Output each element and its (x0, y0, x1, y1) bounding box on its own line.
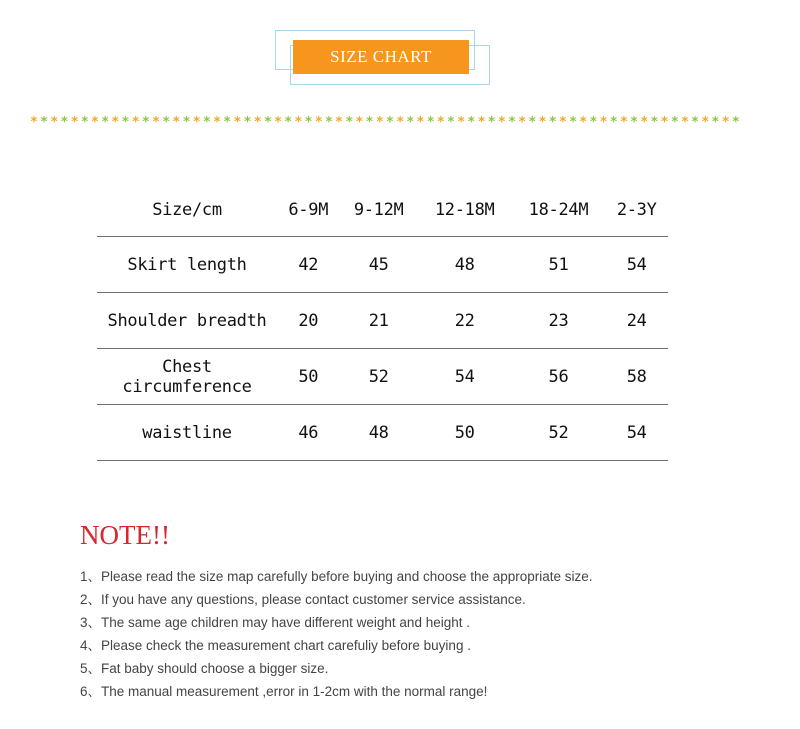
table-cell: 54 (418, 349, 512, 405)
header-title: SIZE CHART (293, 40, 469, 74)
asterisk-glyph: * (508, 114, 516, 130)
asterisk-glyph: * (426, 114, 435, 130)
note-item: 5、Fat baby should choose a bigger size. (80, 661, 329, 676)
asterisk-glyph: * (294, 114, 303, 130)
asterisk-glyph: * (172, 114, 181, 130)
asterisk-glyph: * (141, 114, 150, 130)
asterisk-glyph: * (131, 114, 140, 130)
table-cell: 54 (605, 405, 668, 461)
asterisk-glyph: * (345, 114, 354, 130)
asterisk-glyph: * (314, 114, 323, 130)
table-cell: 22 (418, 293, 512, 349)
asterisk-glyph: * (477, 114, 486, 130)
table-cell: 48 (418, 237, 512, 293)
asterisk-glyph: * (721, 114, 730, 130)
table-header-row (97, 184, 668, 237)
asterisk-glyph: * (569, 114, 577, 130)
table-cell: 46 (277, 405, 340, 461)
column-header-size: Size/cm (97, 184, 277, 237)
asterisk-glyph: * (670, 114, 679, 130)
table-cell: 51 (512, 237, 606, 293)
table-cell: 52 (512, 405, 606, 461)
asterisk-glyph: * (233, 114, 242, 130)
row-label: Shoulder breadth (97, 293, 277, 349)
asterisk-glyph: * (202, 114, 211, 130)
asterisk-glyph: * (324, 114, 333, 130)
asterisk-glyph: * (182, 114, 191, 130)
asterisk-glyph: * (101, 114, 110, 130)
table-cell: 56 (512, 349, 606, 405)
asterisk-glyph: * (731, 114, 740, 130)
asterisk-glyph: * (640, 114, 649, 130)
asterisk-glyph: * (538, 114, 547, 130)
asterisk-glyph: * (111, 114, 120, 130)
asterisk-glyph: * (192, 114, 201, 130)
asterisk-glyph: * (91, 114, 99, 130)
table-cell: 58 (605, 349, 668, 405)
asterisk-glyph: * (284, 114, 293, 130)
note-list (80, 568, 593, 706)
asterisk-glyph: * (274, 114, 282, 130)
asterisk-glyph: * (375, 114, 384, 130)
size-chart-header (275, 30, 490, 85)
note-item: 1、Please read the size map carefully before buying and choose the appropriate size. (80, 569, 593, 584)
table-cell: 45 (340, 237, 418, 293)
asterisk-glyph: * (467, 114, 476, 130)
column-header: 6-9M (277, 184, 340, 237)
asterisk-glyph: * (213, 114, 221, 130)
row-label: Skirt length (97, 237, 277, 293)
asterisk-glyph: * (365, 114, 374, 130)
table-cell: 42 (277, 237, 340, 293)
asterisk-glyph: * (497, 114, 506, 130)
column-header: 9-12M (340, 184, 418, 237)
table-cell: 24 (605, 293, 668, 349)
asterisk-glyph: * (80, 114, 89, 130)
asterisk-glyph: * (60, 114, 69, 130)
asterisk-glyph: * (162, 114, 171, 130)
asterisk-glyph: * (457, 114, 466, 130)
asterisk-glyph: * (681, 114, 689, 130)
asterisk-glyph: * (436, 114, 445, 130)
asterisk-divider (30, 112, 740, 132)
asterisk-glyph: * (701, 114, 710, 130)
column-header: 18-24M (512, 184, 606, 237)
table-row (97, 237, 668, 293)
table-cell: 21 (340, 293, 418, 349)
asterisk-glyph: * (335, 114, 343, 130)
note-title: NOTE!! (80, 520, 170, 550)
asterisk-glyph: * (304, 114, 313, 130)
note-item: 4、Please check the measurement chart carefuliy before buying . (80, 638, 471, 653)
asterisk-glyph: * (30, 114, 38, 130)
table-row (97, 293, 668, 349)
asterisk-glyph: * (548, 114, 557, 130)
row-label: Chest circumference (97, 349, 277, 405)
note-item: 3、The same age children may have different weight and height . (80, 615, 470, 630)
table-cell: 50 (418, 405, 512, 461)
asterisk-glyph: * (447, 114, 455, 130)
table-cell: 48 (340, 405, 418, 461)
asterisk-glyph: * (416, 114, 425, 130)
asterisk-glyph: * (253, 114, 262, 130)
table-row (97, 349, 668, 405)
asterisk-glyph: * (630, 114, 638, 130)
asterisk-glyph: * (650, 114, 659, 130)
asterisk-glyph: * (558, 114, 567, 130)
asterisk-glyph: * (355, 114, 364, 130)
table-row (97, 405, 668, 461)
asterisk-glyph: * (487, 114, 496, 130)
asterisk-glyph: * (660, 114, 669, 130)
asterisk-glyph: * (528, 114, 537, 130)
table-cell: 52 (340, 349, 418, 405)
column-header: 12-18M (418, 184, 512, 237)
asterisk-glyph: * (70, 114, 79, 130)
asterisk-glyph: * (609, 114, 618, 130)
table-cell: 54 (605, 237, 668, 293)
table-cell: 23 (512, 293, 606, 349)
asterisk-glyph: * (589, 114, 598, 130)
asterisk-glyph: * (691, 114, 699, 130)
asterisk-glyph: * (263, 114, 272, 130)
asterisk-glyph: * (386, 114, 394, 130)
column-header: 2-3Y (605, 184, 668, 237)
asterisk-glyph: * (223, 114, 232, 130)
asterisk-glyph: * (518, 114, 527, 130)
note-item: 2、If you have any questions, please contact customer service assistance. (80, 592, 526, 607)
asterisk-glyph: * (121, 114, 130, 130)
table-cell: 20 (277, 293, 340, 349)
asterisk-glyph: * (40, 114, 48, 130)
asterisk-glyph: * (396, 114, 405, 130)
asterisk-glyph: * (599, 114, 608, 130)
asterisk-glyph: * (50, 114, 59, 130)
asterisk-glyph: * (619, 114, 628, 130)
size-table (97, 184, 668, 461)
asterisk-glyph: * (406, 114, 415, 130)
asterisk-glyph: * (243, 114, 252, 130)
table-cell: 50 (277, 349, 340, 405)
asterisk-glyph: * (579, 114, 588, 130)
note-item: 6、The manual measurement ,error in 1-2cm with the normal range! (80, 684, 488, 699)
row-label: waistline (97, 405, 277, 461)
asterisk-glyph: * (711, 114, 720, 130)
asterisk-glyph: * (152, 114, 160, 130)
